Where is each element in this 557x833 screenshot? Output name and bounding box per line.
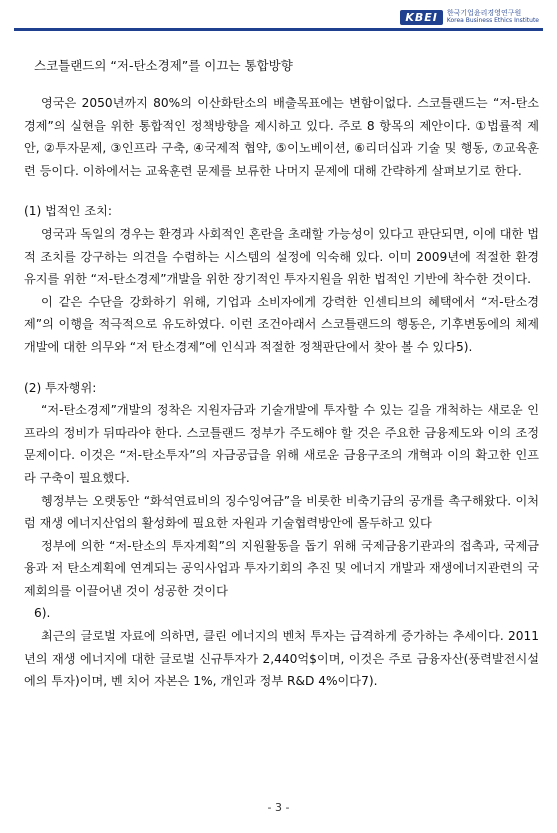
logo-mark: KBEI [400,10,443,25]
section-title: 스코틀랜드의 “저-탄소경제”를 이끄는 통합방향 [34,58,293,73]
page-header [0,0,557,40]
item-2-title: (2) 투자행위: [24,380,97,395]
logo-english-name: Korea Business Ethics Institute [446,17,539,24]
footnote-reference: 6). [34,606,51,621]
institute-logo [400,6,539,28]
item-1-title: (1) 법적인 조치: [24,204,112,219]
item-2-paragraph: “저-탄소경제”개발의 정착은 지원자금과 기술개발에 투자할 수 있는 길을 개척하는 새로운 인프라의 정비가 뒤따라야 한다. 스코틀랜드 정부가 주도해야 할 것은 주요한 금융제도와 이의 조정문제이다. 이것은 “저-탄소투자”의 자금공급을 위해 새로운 금융구조의 개혁과 이의 확고한 인프라 구축이 필요했다. [24,403,539,485]
logo-korean-name: 한국기업윤리경영연구원 [446,9,522,17]
item-2-paragraph: 정부에 의한 “저-탄소의 투자계획”의 지원활동을 돕기 위해 국제금융기관과의 접촉과, 국제금융과 저 탄소계획에 연계되는 공익사업과 투자기회의 추진 및 에너지 개발과 재생에너지관련의 국제회의를 이끌어낸 것이 성공한 것이다 [24,538,539,598]
header-divider [14,28,543,31]
document-body [24,92,539,693]
page-number: - 3 - [267,801,290,814]
item-1-paragraph: 영국과 독일의 경우는 환경과 사회적인 혼란을 초래할 가능성이 있다고 판단되면, 이에 대한 법적 조치를 강구하는 의견을 수렴하는 시스템의 설정에 익숙해 있다. 이미 2009년에 적절한 환경유지를 위한 “저-탄소경제”개발을 위한 장기적인 투자지원을 위한 법적인 기반에 착수한 것이다. [24,226,539,287]
item-1-paragraph: 이 같은 수단을 강화하기 위해, 기업과 소비자에게 강력한 인센티브의 혜택에서 “저-탄소경제”의 이행을 적극적으로 유도하였다. 이런 조건아래서 스코틀랜드의 행동은, 기후변동에의 체제개발에 대한 의무와 “저 탄소경제”에 인식과 적절한 정책판단에서 찾아 볼 수 있다5). [24,294,539,354]
intro-paragraph: 영국은 2050년까지 80%의 이산화탄소의 배출목표에는 변함이없다. 스코틀랜드는 “저-탄소경제”의 실현을 위한 통합적인 정책방향을 제시하고 있다. 주로 8 항목의 제안이다. ①법률적 제안, ②투자문제, ③인프라 구축, ④국제적 협약, ⑤이노베이션, ⑥리더십과 기술 및 행동, ⑦교육훈련 등이다. 이하에서는 교육훈련 문제를 보류한 나머지 문제에 대해 간략하게 살펴보기로 한다. [24,96,539,178]
item-2-paragraph: 최근의 글로벌 자료에 의하면, 클린 에너지의 벤처 투자는 급격하게 증가하는 추세이다. 2011년의 재생 에너지에 대한 글로벌 신규투자가 2,440억$이며, 이것은 주로 금융자산(풍력발전시설에의 투자)이며, 벤 치어 자본은 1%, 개인과 정부 R&D 4%이다7). [24,629,539,689]
logo-text [447,9,539,25]
item-2-paragraph: 헹정부는 오랫동안 “화석연료비의 징수잉여금”을 비롯한 비축기금의 공개를 촉구해왔다. 이처럼 재생 에너지산업의 활성화에 필요한 자원과 기술협력방안에 몰두하고 있다 [24,493,539,531]
